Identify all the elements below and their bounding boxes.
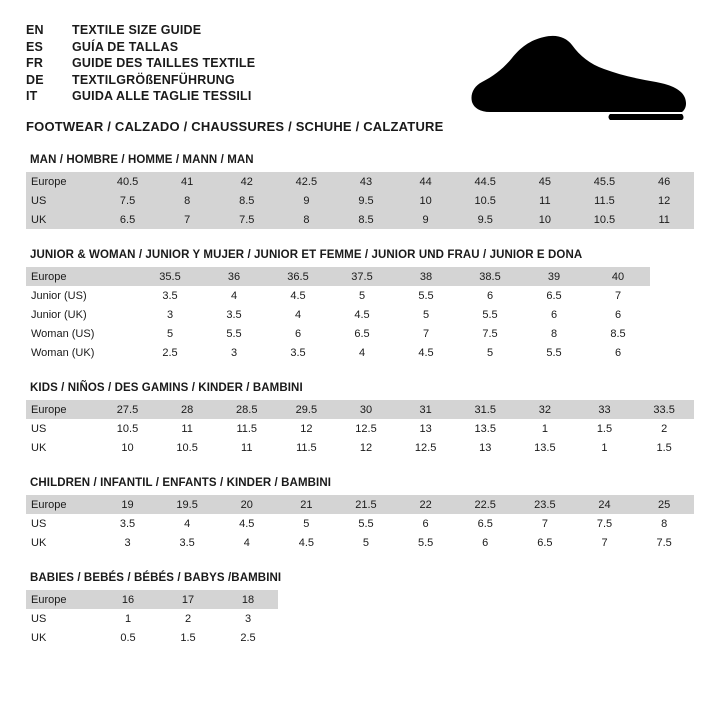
cell: 2.5 bbox=[138, 343, 202, 362]
cell: 5.5 bbox=[458, 305, 522, 324]
row-label: UK bbox=[26, 628, 98, 647]
cell: 23.5 bbox=[515, 495, 575, 514]
cell: 21.5 bbox=[336, 495, 396, 514]
size-table-children bbox=[26, 495, 694, 552]
cell: 11.5 bbox=[277, 438, 337, 457]
cell: 11 bbox=[515, 191, 575, 210]
cell: 4 bbox=[157, 514, 217, 533]
cell: 36 bbox=[202, 267, 266, 286]
cell: 8.5 bbox=[586, 324, 650, 343]
cell: 3.5 bbox=[98, 514, 158, 533]
cell: 39 bbox=[522, 267, 586, 286]
cell: 12 bbox=[634, 191, 694, 210]
cell: 35.5 bbox=[138, 267, 202, 286]
cell: 6 bbox=[396, 514, 456, 533]
cell: 6 bbox=[455, 533, 515, 552]
cell: 28.5 bbox=[217, 400, 277, 419]
cell: 7.5 bbox=[217, 210, 277, 229]
cell: 8.5 bbox=[217, 191, 277, 210]
cell: 4.5 bbox=[394, 343, 458, 362]
cell: 30 bbox=[336, 400, 396, 419]
row-label: Woman (US) bbox=[26, 324, 138, 343]
cell: 43 bbox=[336, 172, 396, 191]
cell: 6.5 bbox=[330, 324, 394, 343]
cell: 7 bbox=[575, 533, 635, 552]
section-title: CHILDREN / INFANTIL / ENFANTS / KINDER / BAMBINI bbox=[30, 477, 332, 489]
cell: 6 bbox=[586, 343, 650, 362]
cell: 1 bbox=[515, 419, 575, 438]
cell: 32 bbox=[515, 400, 575, 419]
cell: 24 bbox=[575, 495, 635, 514]
cell: 8 bbox=[522, 324, 586, 343]
cell: 9.5 bbox=[336, 191, 396, 210]
language-code: FR bbox=[26, 56, 44, 70]
size-table-junior-woman bbox=[26, 267, 650, 362]
cell: 4 bbox=[202, 286, 266, 305]
row-label: UK bbox=[26, 533, 98, 552]
cell: 9.5 bbox=[455, 210, 515, 229]
cell: 2 bbox=[634, 419, 694, 438]
cell: 4.5 bbox=[266, 286, 330, 305]
cell: 3 bbox=[202, 343, 266, 362]
cell: 7 bbox=[515, 514, 575, 533]
cell: 38.5 bbox=[458, 267, 522, 286]
cell: 40.5 bbox=[98, 172, 158, 191]
cell: 38 bbox=[394, 267, 458, 286]
cell: 3.5 bbox=[202, 305, 266, 324]
cell: 31.5 bbox=[455, 400, 515, 419]
cell: 10 bbox=[396, 191, 456, 210]
section-title: KIDS / NIÑOS / DES GAMINS / KINDER / BAMBINI bbox=[30, 382, 303, 394]
table-row bbox=[26, 628, 278, 647]
cell: 11.5 bbox=[575, 191, 635, 210]
cell: 40 bbox=[586, 267, 650, 286]
cell: 3.5 bbox=[266, 343, 330, 362]
size-table-babies bbox=[26, 590, 278, 647]
cell: 11 bbox=[217, 438, 277, 457]
cell: 21 bbox=[277, 495, 337, 514]
row-label: UK bbox=[26, 210, 98, 229]
cell: 7.5 bbox=[98, 191, 158, 210]
cell: 5 bbox=[277, 514, 337, 533]
cell: 42 bbox=[217, 172, 277, 191]
language-title: GUIDA ALLE TAGLIE TESSILI bbox=[72, 89, 252, 103]
table-row bbox=[26, 609, 278, 628]
cell: 8 bbox=[634, 514, 694, 533]
row-label: Europe bbox=[26, 400, 98, 419]
cell: 46 bbox=[634, 172, 694, 191]
table-row bbox=[26, 324, 650, 343]
cell: 7.5 bbox=[634, 533, 694, 552]
cell: 6.5 bbox=[515, 533, 575, 552]
cell: 45.5 bbox=[575, 172, 635, 191]
cell: 6.5 bbox=[98, 210, 158, 229]
row-label: Europe bbox=[26, 590, 98, 609]
cell: 0.5 bbox=[98, 628, 158, 647]
cell: 2 bbox=[158, 609, 218, 628]
row-label: Europe bbox=[26, 172, 98, 191]
cell: 4.5 bbox=[277, 533, 337, 552]
cell: 45 bbox=[515, 172, 575, 191]
cell: 3.5 bbox=[157, 533, 217, 552]
page-header bbox=[26, 22, 694, 134]
cell: 13.5 bbox=[515, 438, 575, 457]
cell: 19 bbox=[98, 495, 158, 514]
cell: 10 bbox=[98, 438, 158, 457]
cell: 6 bbox=[266, 324, 330, 343]
cell: 44 bbox=[396, 172, 456, 191]
table-row bbox=[26, 438, 694, 457]
cell: 7 bbox=[157, 210, 217, 229]
cell: 42.5 bbox=[277, 172, 337, 191]
cell: 5 bbox=[138, 324, 202, 343]
row-label: US bbox=[26, 191, 98, 210]
table-row bbox=[26, 590, 278, 609]
cell: 3.5 bbox=[138, 286, 202, 305]
row-label: US bbox=[26, 609, 98, 628]
size-table-kids bbox=[26, 400, 694, 457]
row-label: Europe bbox=[26, 495, 98, 514]
section-man bbox=[26, 154, 694, 229]
cell: 5.5 bbox=[394, 286, 458, 305]
cell: 12.5 bbox=[396, 438, 456, 457]
table-row bbox=[26, 533, 694, 552]
cell: 5 bbox=[458, 343, 522, 362]
cell: 12.5 bbox=[336, 419, 396, 438]
cell: 1.5 bbox=[575, 419, 635, 438]
cell: 1.5 bbox=[634, 438, 694, 457]
cell: 10 bbox=[515, 210, 575, 229]
row-label: UK bbox=[26, 438, 98, 457]
table-row bbox=[26, 495, 694, 514]
cell: 3 bbox=[218, 609, 278, 628]
cell: 33.5 bbox=[634, 400, 694, 419]
cell: 7.5 bbox=[458, 324, 522, 343]
cell: 1 bbox=[575, 438, 635, 457]
cell: 5.5 bbox=[522, 343, 586, 362]
cell: 28 bbox=[157, 400, 217, 419]
row-label: Woman (UK) bbox=[26, 343, 138, 362]
table-row bbox=[26, 191, 694, 210]
cell: 6.5 bbox=[522, 286, 586, 305]
cell: 5 bbox=[394, 305, 458, 324]
language-title: GUIDE DES TAILLES TEXTILE bbox=[72, 56, 256, 70]
cell: 4.5 bbox=[217, 514, 277, 533]
row-label: Junior (UK) bbox=[26, 305, 138, 324]
table-row bbox=[26, 172, 694, 191]
cell: 11 bbox=[157, 419, 217, 438]
section-title: BABIES / BEBÉS / BÉBÉS / BABYS /BAMBINI bbox=[30, 572, 282, 584]
cell: 3 bbox=[138, 305, 202, 324]
language-title: GUÍA DE TALLAS bbox=[72, 39, 179, 54]
cell: 10.5 bbox=[455, 191, 515, 210]
section-junior-woman bbox=[26, 249, 694, 362]
cell: 6 bbox=[586, 305, 650, 324]
cell: 10.5 bbox=[575, 210, 635, 229]
cell: 5.5 bbox=[336, 514, 396, 533]
cell: 7.5 bbox=[575, 514, 635, 533]
cell: 11 bbox=[634, 210, 694, 229]
cell: 2.5 bbox=[218, 628, 278, 647]
table-row bbox=[26, 419, 694, 438]
cell: 13 bbox=[455, 438, 515, 457]
table-row bbox=[26, 210, 694, 229]
row-label: US bbox=[26, 514, 98, 533]
language-code: DE bbox=[26, 72, 44, 87]
cell: 41 bbox=[157, 172, 217, 191]
cell: 3 bbox=[98, 533, 158, 552]
cell: 5 bbox=[336, 533, 396, 552]
cell: 18 bbox=[218, 590, 278, 609]
table-row bbox=[26, 305, 650, 324]
cell: 7 bbox=[586, 286, 650, 305]
cell: 8 bbox=[277, 210, 337, 229]
cell: 19.5 bbox=[157, 495, 217, 514]
cell: 16 bbox=[98, 590, 158, 609]
cell: 8.5 bbox=[336, 210, 396, 229]
cell: 44.5 bbox=[455, 172, 515, 191]
size-table-man bbox=[26, 172, 694, 229]
cell: 13.5 bbox=[455, 419, 515, 438]
cell: 20 bbox=[217, 495, 277, 514]
section-kids bbox=[26, 382, 694, 457]
cell: 5.5 bbox=[396, 533, 456, 552]
dress-shoe-icon bbox=[460, 28, 690, 128]
section-children bbox=[26, 477, 694, 552]
cell: 1.5 bbox=[158, 628, 218, 647]
cell: 9 bbox=[277, 191, 337, 210]
category-title: FOOTWEAR / CALZADO / CHAUSSURES / SCHUHE / CALZATURE bbox=[26, 118, 444, 134]
cell: 22 bbox=[396, 495, 456, 514]
cell: 29.5 bbox=[277, 400, 337, 419]
cell: 10.5 bbox=[157, 438, 217, 457]
row-label: Junior (US) bbox=[26, 286, 138, 305]
cell: 6 bbox=[522, 305, 586, 324]
cell: 4.5 bbox=[330, 305, 394, 324]
cell: 9 bbox=[396, 210, 456, 229]
cell: 1 bbox=[98, 609, 158, 628]
table-row bbox=[26, 286, 650, 305]
language-code: ES bbox=[26, 39, 44, 54]
section-title: JUNIOR & WOMAN / JUNIOR Y MUJER / JUNIOR ET FEMME / JUNIOR UND FRAU / JUNIOR E DONA bbox=[30, 249, 583, 261]
cell: 13 bbox=[396, 419, 456, 438]
table-row bbox=[26, 343, 650, 362]
cell: 5 bbox=[330, 286, 394, 305]
cell: 5.5 bbox=[202, 324, 266, 343]
cell: 37.5 bbox=[330, 267, 394, 286]
cell: 4 bbox=[266, 305, 330, 324]
row-label: US bbox=[26, 419, 98, 438]
language-title: TEXTILE SIZE GUIDE bbox=[72, 23, 202, 37]
section-babies bbox=[26, 572, 694, 647]
cell: 27.5 bbox=[98, 400, 158, 419]
cell: 17 bbox=[158, 590, 218, 609]
cell: 36.5 bbox=[266, 267, 330, 286]
language-title: TEXTILGRÖßENFÜHRUNG bbox=[72, 72, 235, 87]
cell: 22.5 bbox=[455, 495, 515, 514]
cell: 4 bbox=[330, 343, 394, 362]
language-code: EN bbox=[26, 23, 44, 37]
cell: 6.5 bbox=[455, 514, 515, 533]
cell: 25 bbox=[634, 495, 694, 514]
section-title: MAN / HOMBRE / HOMME / MANN / MAN bbox=[30, 154, 254, 166]
table-row bbox=[26, 400, 694, 419]
cell: 8 bbox=[157, 191, 217, 210]
cell: 11.5 bbox=[217, 419, 277, 438]
cell: 31 bbox=[396, 400, 456, 419]
cell: 12 bbox=[277, 419, 337, 438]
cell: 7 bbox=[394, 324, 458, 343]
row-label: Europe bbox=[26, 267, 138, 286]
cell: 4 bbox=[217, 533, 277, 552]
cell: 6 bbox=[458, 286, 522, 305]
table-row bbox=[26, 514, 694, 533]
table-row bbox=[26, 267, 650, 286]
language-code: IT bbox=[26, 89, 38, 103]
cell: 33 bbox=[575, 400, 635, 419]
cell: 12 bbox=[336, 438, 396, 457]
cell: 10.5 bbox=[98, 419, 158, 438]
